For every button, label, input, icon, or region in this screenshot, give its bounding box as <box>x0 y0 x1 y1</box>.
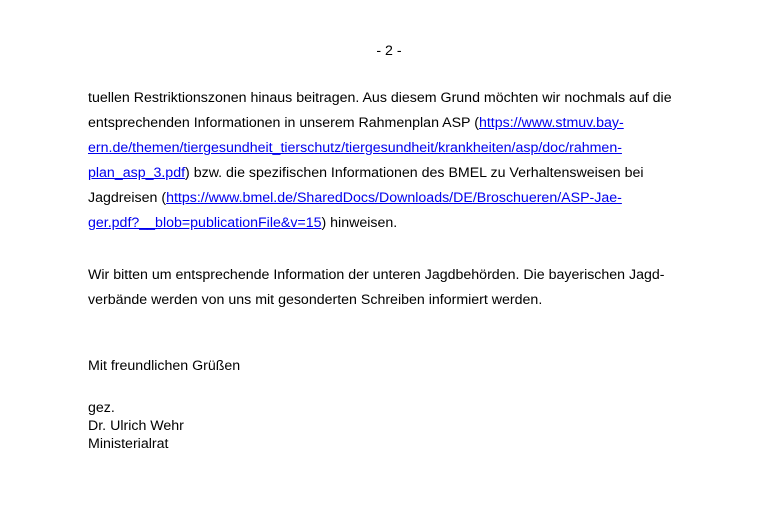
signer-title: Ministerialrat <box>88 436 169 452</box>
stmuv-rahmenplan-link-cont[interactable]: ern.de/themen/tiergesundheit_tierschutz/tiergesundheit/krankheiten/asp/doc/rahmen- <box>88 140 622 156</box>
paragraph-request <box>88 263 708 313</box>
text-line: tuellen Restriktionszonen hinaus beitragen. Aus diesem Grund möchten wir nochmals auf die <box>88 90 672 106</box>
stmuv-rahmenplan-link-end[interactable]: plan_asp_3.pdf <box>88 165 186 181</box>
text-segment: ) bzw. die spezifischen Informationen des BMEL zu Verhaltensweisen bei <box>185 165 644 181</box>
signer-name: Dr. Ulrich Wehr <box>88 418 184 434</box>
bmel-jagdreisen-link-end[interactable]: ger.pdf?__blob=publicationFile&v=15 <box>88 215 322 231</box>
text-line <box>88 136 708 161</box>
signature-gez: gez. <box>88 400 115 416</box>
signature-block <box>88 399 184 453</box>
text-line: verbände werden von uns mit gesonderten Schreiben informiert werden. <box>88 292 543 308</box>
text-line <box>88 161 708 186</box>
page-number: - 2 - <box>376 43 402 59</box>
text-segment: Jagdreisen ( <box>88 190 167 206</box>
text-line: Wir bitten um entsprechende Information der unteren Jagdbehörden. Die bayerischen Jagd- <box>88 267 665 283</box>
bmel-jagdreisen-link[interactable]: https://www.bmel.de/SharedDocs/Downloads/DE/Broschueren/ASP-Jae- <box>166 190 622 206</box>
text-line <box>88 211 708 236</box>
stmuv-rahmenplan-link[interactable]: https://www.stmuv.bay- <box>478 115 624 131</box>
closing-greeting: Mit freundlichen Grüßen <box>88 358 241 374</box>
text-line <box>88 186 708 211</box>
text-segment: entsprechenden Informationen in unserem Rahmenplan ASP ( <box>88 115 479 131</box>
paragraph-asp-information <box>88 86 708 236</box>
text-segment: ) hinweisen. <box>321 215 398 231</box>
text-line <box>88 111 708 136</box>
